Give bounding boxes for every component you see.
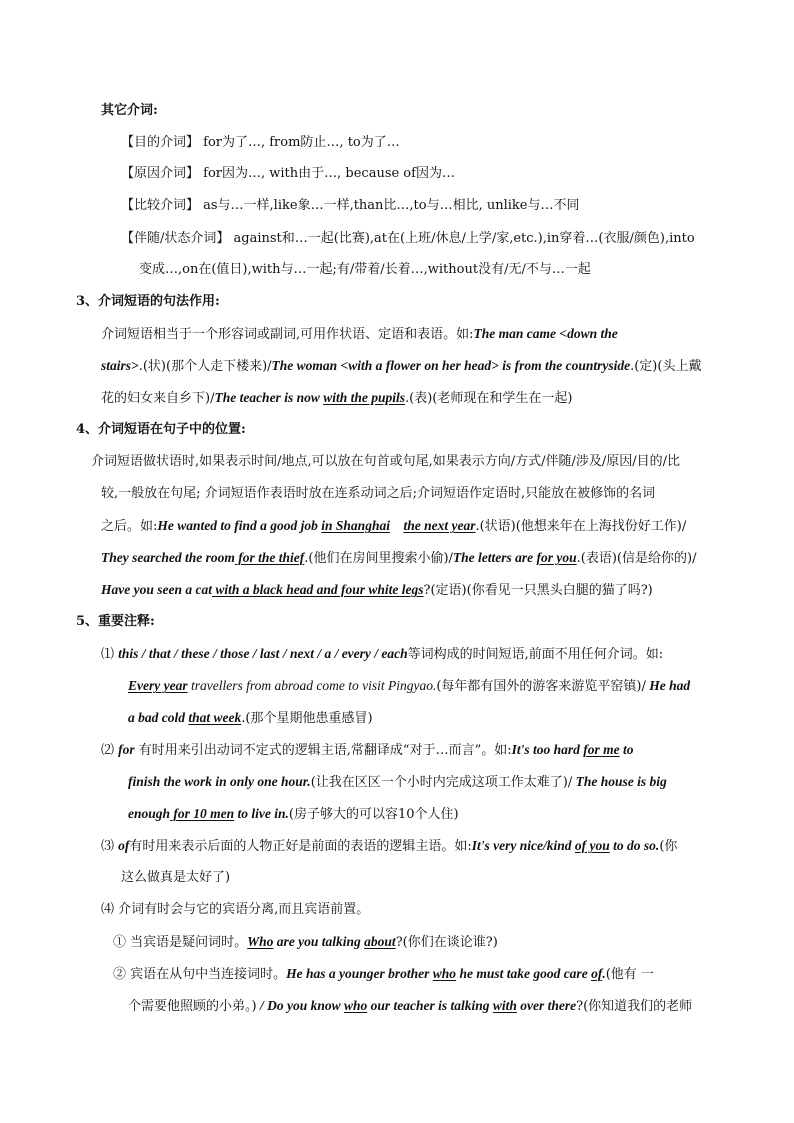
note-4-sub-2-line-2 — [128, 997, 692, 1016]
purpose-prep-line: 【目的介词】 for为了…, from防止…, to为了… — [121, 135, 400, 150]
example: He has a younger brother — [286, 966, 433, 981]
underlined-phrase: with the pupils — [323, 390, 405, 405]
text: 介词有时会与它的宾语分离,而且宾语前置。 — [118, 902, 370, 917]
underlined-phrase: of — [591, 966, 603, 981]
example: a bad cold — [128, 710, 189, 725]
section-3-line-1 — [101, 325, 618, 344]
text: 花的妇女来自乡下)/ — [101, 391, 215, 406]
underlined-phrase: for me — [583, 742, 620, 757]
section-3-line-3 — [101, 389, 572, 408]
text: (他有 一 — [605, 967, 654, 982]
example: stairs> — [101, 358, 139, 373]
section-4-line-5 — [101, 581, 653, 600]
section-5-title: 5、重要注释: — [76, 614, 155, 629]
section-4-line-1: 介词短语做状语时,如果表示时间/地点,可以放在句首或句尾,如果表示方向/方式/伴随/涉及/原因/目的/比 — [91, 454, 681, 469]
example: He had — [645, 678, 691, 693]
example: for — [118, 742, 135, 757]
note-2-line-2 — [128, 773, 667, 792]
example: over there — [516, 998, 577, 1013]
text: 有时用来引出动词不定式的逻辑主语,常翻译成“对于…而言”。如: — [138, 743, 512, 758]
text: .(表)(老师现在和学生在一起) — [405, 391, 573, 406]
text: (你 — [659, 839, 678, 854]
example: to do so. — [609, 838, 660, 853]
text: ② 宾语在从句中当连接词时。 — [113, 967, 287, 982]
text: .(状)(那个人走下楼来)/ — [138, 359, 272, 374]
text: (房子够大的可以容10个人住) — [288, 807, 459, 822]
underlined-phrase: Every year — [128, 678, 188, 693]
note-1-line-1 — [101, 645, 663, 664]
example: of — [118, 838, 130, 853]
note-marker: ⑵ — [101, 743, 115, 758]
example: It's very nice/kind — [471, 838, 575, 853]
section-3-title: 3、介词短语的句法作用: — [76, 294, 220, 309]
note-marker: ⑷ — [101, 902, 115, 917]
example: our teacher is talking — [367, 998, 493, 1013]
section-4-line-2: 较,一般放在句尾; 介词短语作表语时放在连系动词之后;介词短语作定语时,只能放在被修饰的名词 — [101, 486, 656, 501]
example: The woman <with a flower on her head> is from the countryside — [271, 358, 631, 373]
example: It's too hard — [511, 742, 584, 757]
note-4-sub-1 — [113, 933, 498, 952]
example: enough — [128, 806, 171, 821]
text: ① 当宾语是疑问词时。 — [113, 935, 248, 950]
section-3-line-2 — [101, 357, 701, 376]
compare-prep-line: 【比较介词】 as与…一样,like象…一样,than比…,to与…相比, unlike与…不同 — [121, 198, 580, 213]
text: ?(你知道我们的老师 — [576, 999, 693, 1014]
note-1-line-3 — [128, 709, 373, 728]
underlined-phrase: who — [432, 966, 457, 981]
text: (每年都有国外的游客来游览平窑镇)/ — [436, 679, 646, 694]
example: The man came <down the — [473, 326, 618, 341]
section-4-title: 4、介词短语在句子中的位置: — [76, 422, 246, 437]
cause-prep-line: 【原因介词】 for因为…, with由于…, because of因为… — [121, 166, 455, 181]
text: ?(你们在谈论谁?) — [395, 935, 498, 950]
text: (让我在区区一个小时内完成这项工作太难了)/ — [310, 775, 573, 790]
example: They searched the room — [101, 550, 235, 565]
underlined-phrase: for 10 men — [170, 806, 235, 821]
example: he must take good care — [456, 966, 592, 981]
example: He wanted to find a good job — [157, 518, 322, 533]
text: .(他们在房间里搜索小偷)/ — [304, 551, 453, 566]
example: are you talking — [273, 934, 365, 949]
text: ?(定语)(你看见一只黑头白腿的猫了吗?) — [423, 583, 653, 598]
example: to — [619, 742, 634, 757]
underlined-phrase: the next year — [403, 518, 476, 533]
underlined-phrase: in Shanghai — [321, 518, 390, 533]
example: The teacher is now — [214, 390, 324, 405]
note-4-line-1 — [101, 901, 369, 919]
underlined-phrase: with — [492, 998, 517, 1013]
note-2-line-1 — [101, 741, 634, 760]
underlined-phrase: that week — [188, 710, 242, 725]
section-other-title: 其它介词: — [101, 103, 158, 118]
note-marker: ⑴ — [101, 647, 115, 662]
text: 介词短语相当于一个形容词或副词,可用作状语、定语和表语。如: — [101, 327, 474, 342]
example: The letters are — [452, 550, 537, 565]
example: Have you seen a cat — [101, 582, 212, 597]
example: The house is big — [572, 774, 667, 789]
section-4-line-4 — [101, 549, 696, 568]
note-marker: ⑶ — [101, 839, 115, 854]
note-4-sub-2 — [113, 965, 654, 984]
note-2-line-3 — [128, 805, 459, 824]
text: 等词构成的时间短语,前面不用任何介词。如: — [407, 647, 664, 662]
underlined-phrase: for the thief — [234, 550, 305, 565]
example: this / that / these / those / last / next / a / every / each — [118, 646, 408, 661]
text: .(表语)(信是给你的)/ — [576, 551, 697, 566]
text: .(那个星期他患重感冒) — [241, 711, 373, 726]
accompany-prep-line-2: 变成…,on在(值日),with与…一起;有/带着/长着…,without没有/无/不与…一起 — [139, 262, 591, 277]
text: 个需要他照顾的小弟。) — [128, 999, 257, 1014]
underlined-phrase: about — [364, 934, 396, 949]
note-3-line-1 — [101, 837, 677, 856]
example: finish the work in only one hour. — [128, 774, 311, 789]
example: . — [602, 966, 606, 981]
underlined-phrase: of you — [574, 838, 610, 853]
text: 有时用来表示后面的人物正好是前面的表语的逻辑主语。如: — [129, 839, 472, 854]
underlined-phrase: Who — [247, 934, 274, 949]
accompany-prep-line: 【伴随/状态介词】 against和…一起(比赛),at在(上班/休息/上学/家,etc.),in穿着…(衣服/颜色),into — [121, 231, 695, 246]
example: / Do you know — [256, 998, 344, 1013]
text: 之后。如: — [101, 519, 158, 534]
underlined-phrase: who — [343, 998, 368, 1013]
example: to live in. — [234, 806, 289, 821]
example: travellers from abroad come to visit Pingyao. — [187, 678, 437, 693]
text: .(状语)(他想来年在上海找份好工作)/ — [475, 519, 687, 534]
section-4-line-3 — [101, 517, 686, 536]
note-3-line-2: 这么做真是太好了) — [121, 870, 231, 885]
note-1-line-2 — [128, 677, 690, 696]
underlined-phrase: with a black head and four white legs — [211, 582, 424, 597]
underlined-phrase: for you — [536, 550, 577, 565]
text: .(定)(头上戴 — [630, 359, 702, 374]
